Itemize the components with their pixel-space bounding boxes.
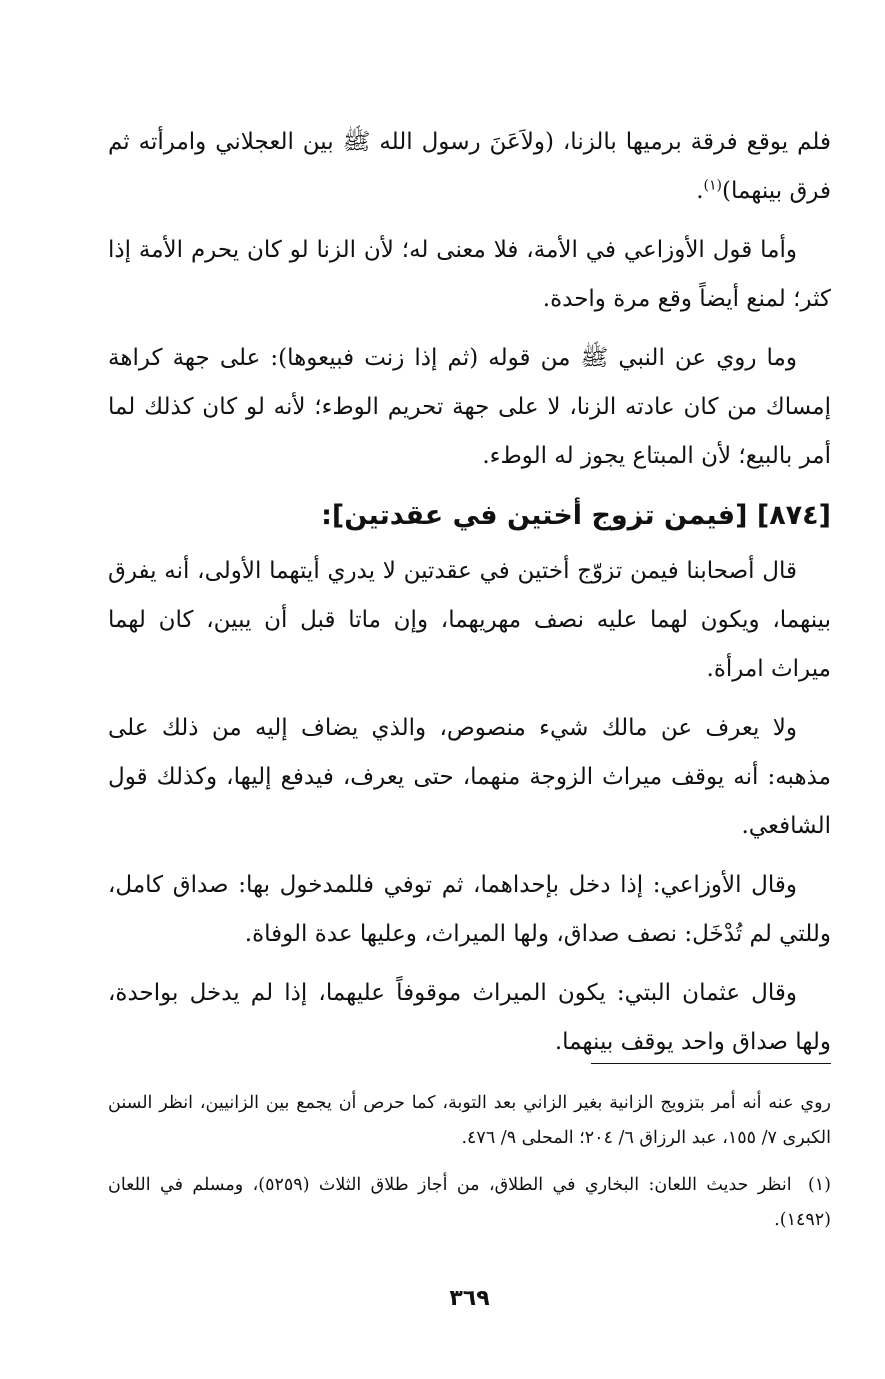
footnote-marker: (١) (807, 1175, 831, 1195)
section-heading: [٨٧٤] [فيمن تزوج أختين في عقدتين]: (321, 500, 831, 531)
footnotes (108, 1086, 831, 1250)
footnote-reference: (١) (703, 177, 722, 194)
footnote-continued: روي عنه أنه أمر بتزويج الزانية بغير الزاني بعد التوبة، كما حرص أن يجمع بين الزانيين، انظر السنن الكبرى ٧/ ١٥٥، عبد الرزاق ٦/ ٢٠٤؛ المحلى ٩/ ٤٧٦. (108, 1093, 831, 1148)
paragraph: وما روي عن النبي ﷺ من قوله (ثم إذا زنت فبيعوها): على جهة كراهة إمساك من كان عادته الزنا، لا على جهة تحريم الوطء؛ لأنه لو كان كذلك لما أمر بالبيع؛ لأن المبتاع يجوز له الوطء. (108, 345, 831, 469)
paragraph: وأما قول الأوزاعي في الأمة، فلا معنى له؛ لأن الزنا لو كان يحرم الأمة إذا كثر؛ لمنع أيضاً وقع مرة واحدة. (108, 237, 831, 312)
paragraph: ولا يعرف عن مالك شيء منصوص، والذي يضاف إليه من ذلك على مذهبه: أنه يوقف ميراث الزوجة منهما، حتى يعرف، فيدفع إليها، وكذلك قول الشافعي. (108, 715, 831, 839)
book-page (108, 118, 831, 1339)
paragraph: وقال الأوزاعي: إذا دخل بإحداهما، ثم توفي فللمدخول بها: صداق كامل، وللتي لم تُدْخَل: نصف صداق، ولها الميراث، وعليها عدة الوفاة. (108, 872, 831, 947)
page-number: ٣٦٩ (449, 1286, 490, 1311)
paragraph-text: فلم يوقع فرقة برميها بالزنا، (ولاَعَنَ رسول الله ﷺ بين العجلاني وامرأته ثم فرق بينهما) (108, 129, 831, 204)
footnote-1 (108, 1168, 831, 1238)
paragraph: وقال عثمان البتي: يكون الميراث موقوفاً عليهما، إذا لم يدخل بواحدة، ولها صداق واحد يوقف بينهما. (108, 980, 831, 1055)
paragraph: قال أصحابنا فيمن تزوّج أختين في عقدتين لا يدري أيتهما الأولى، أنه يفرق بينهما، ويكون لهما عليه نصف مهريهما، وإن ماتا قبل أن يبين، كان لهما ميراث امرأة. (108, 558, 831, 682)
sentence-end: . (696, 178, 704, 204)
footnote-divider (591, 1063, 831, 1064)
footnote-text: انظر حديث اللعان: البخاري في الطلاق، من أجاز طلاق الثلاث (٥٢٥٩)، ومسلم في اللعان (١٤٩٢). (108, 1175, 831, 1230)
paragraph (108, 118, 831, 216)
